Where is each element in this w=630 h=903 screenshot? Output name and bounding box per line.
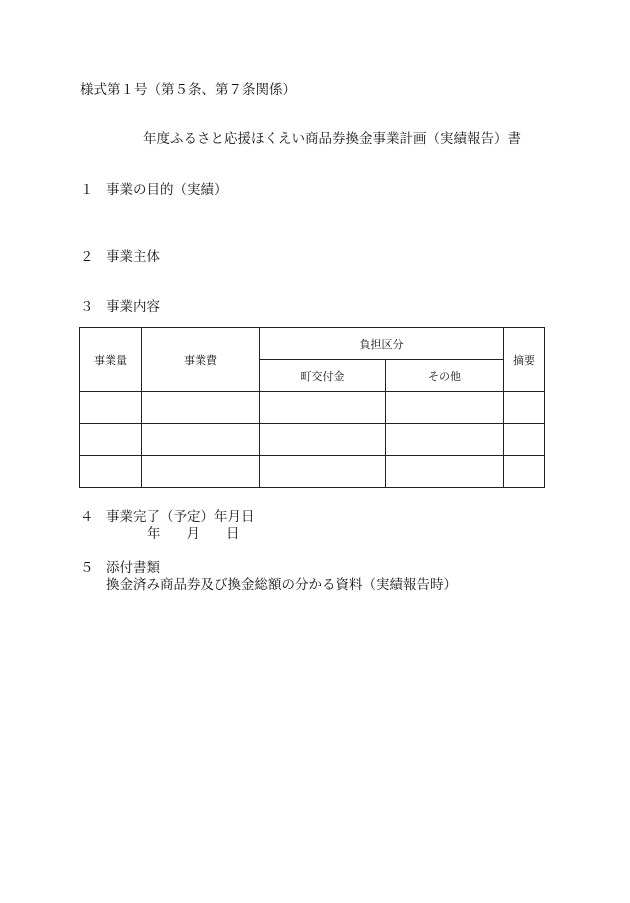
header-remarks: 摘要 (504, 328, 545, 392)
document-title: 年度ふるさと応援ほくえい商品券換金事業計画（実績報告）書 (143, 131, 521, 147)
cell-quantity[interactable] (80, 456, 142, 488)
table-row (80, 456, 545, 488)
section-label: 事業主体 (106, 249, 160, 265)
header-cost: 事業費 (142, 328, 260, 392)
cell-remarks[interactable] (504, 456, 545, 488)
cell-cost[interactable] (142, 392, 260, 424)
section-number: １ (80, 182, 94, 198)
cell-cost[interactable] (142, 424, 260, 456)
cell-other[interactable] (386, 424, 504, 456)
section-purpose (80, 178, 228, 198)
cell-town-grant[interactable] (260, 424, 386, 456)
section-label: 添付書類 (106, 560, 160, 576)
table-row (80, 392, 545, 424)
date-year-label: 年 (147, 526, 161, 542)
cell-quantity[interactable] (80, 424, 142, 456)
cell-town-grant[interactable] (260, 392, 386, 424)
cell-remarks[interactable] (504, 424, 545, 456)
section-entity (80, 245, 160, 265)
cell-cost[interactable] (142, 456, 260, 488)
header-other: その他 (386, 360, 504, 392)
attachments-text: 換金済み商品券及び換金総額の分かる資料（実績報告時） (106, 577, 457, 593)
cell-other[interactable] (386, 392, 504, 424)
header-quantity: 事業量 (80, 328, 142, 392)
cell-remarks[interactable] (504, 392, 545, 424)
section-number: ３ (80, 299, 94, 315)
cell-quantity[interactable] (80, 392, 142, 424)
table-row (80, 424, 545, 456)
section-number: ２ (80, 249, 94, 265)
cell-town-grant[interactable] (260, 456, 386, 488)
section-label: 事業完了（予定）年月日 (106, 509, 255, 525)
project-content-table (79, 327, 545, 488)
date-day-label: 日 (226, 526, 240, 542)
section-content (80, 295, 160, 315)
header-town-grant: 町交付金 (260, 360, 386, 392)
cell-other[interactable] (386, 456, 504, 488)
section-label: 事業の目的（実績） (106, 182, 228, 198)
header-burden: 負担区分 (260, 328, 504, 360)
date-month-label: 月 (186, 526, 200, 542)
completion-date-fields (147, 522, 240, 542)
section-number: ４ (80, 509, 94, 525)
section-number: ５ (80, 560, 94, 576)
section-label: 事業内容 (106, 299, 160, 315)
form-number: 様式第１号（第５条、第７条関係） (80, 82, 296, 98)
